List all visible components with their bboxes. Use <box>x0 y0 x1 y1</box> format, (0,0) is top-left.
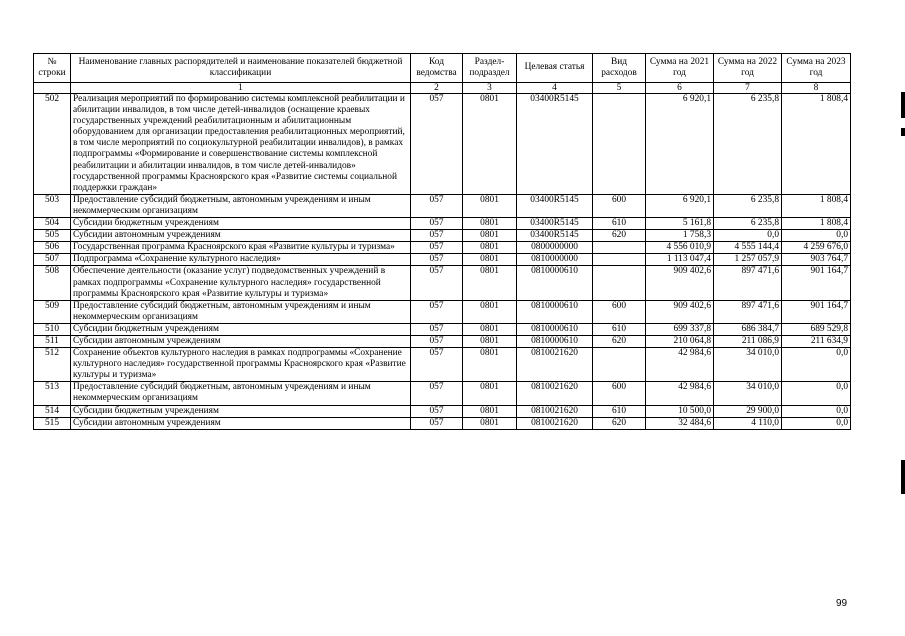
row-sum-2021: 42 984,6 <box>646 348 714 382</box>
row-expense-type <box>593 94 646 195</box>
table-row <box>34 417 851 429</box>
row-sum-2022: 897 471,6 <box>714 266 782 300</box>
row-sum-2023: 901 164,7 <box>782 266 851 300</box>
row-expense-type: 610 <box>593 405 646 417</box>
row-target-article: 0810021620 <box>517 348 593 382</box>
row-sum-2022: 6 235,8 <box>714 218 782 230</box>
row-name: Субсидии автономным учреждениям <box>71 417 411 429</box>
table-row <box>34 254 851 266</box>
header-expense-type: Вид расходов <box>593 54 646 83</box>
header-sum-2022: Сумма на 2022 год <box>714 54 782 83</box>
row-name: Субсидии бюджетным учреждениям <box>71 218 411 230</box>
row-expense-type: 600 <box>593 382 646 405</box>
row-sum-2023: 4 259 676,0 <box>782 242 851 254</box>
row-sum-2021: 909 402,6 <box>646 300 714 323</box>
row-target-article: 0810021620 <box>517 405 593 417</box>
row-number: 511 <box>34 335 71 347</box>
row-section: 0801 <box>463 417 517 429</box>
row-sum-2021: 1 758,3 <box>646 230 714 242</box>
row-sum-2023: 211 634,9 <box>782 335 851 347</box>
row-sum-2023: 0,0 <box>782 230 851 242</box>
row-section: 0801 <box>463 300 517 323</box>
table-row <box>34 194 851 217</box>
row-name: Субсидии бюджетным учреждениям <box>71 405 411 417</box>
row-target-article: 0810000610 <box>517 300 593 323</box>
row-sum-2023: 1 808,4 <box>782 194 851 217</box>
row-section: 0801 <box>463 266 517 300</box>
header-target-article: Целевая статья <box>517 54 593 83</box>
column-number: 8 <box>782 83 851 94</box>
column-number: 5 <box>593 83 646 94</box>
row-name: Субсидии автономным учреждениям <box>71 230 411 242</box>
row-dept-code: 057 <box>411 266 463 300</box>
row-expense-type <box>593 242 646 254</box>
row-expense-type <box>593 348 646 382</box>
row-dept-code: 057 <box>411 348 463 382</box>
row-dept-code: 057 <box>411 94 463 195</box>
row-sum-2023: 0,0 <box>782 348 851 382</box>
row-sum-2022: 211 086,9 <box>714 335 782 347</box>
row-dept-code: 057 <box>411 405 463 417</box>
row-dept-code: 057 <box>411 230 463 242</box>
row-sum-2023: 689 529,8 <box>782 323 851 335</box>
row-sum-2023: 1 808,4 <box>782 94 851 195</box>
table-row <box>34 323 851 335</box>
row-number: 502 <box>34 94 71 195</box>
row-expense-type: 610 <box>593 218 646 230</box>
row-section: 0801 <box>463 348 517 382</box>
column-number: 3 <box>463 83 517 94</box>
row-name: Государственная программа Красноярского края «Развитие культуры и туризма» <box>71 242 411 254</box>
header-row-number: № строки <box>34 54 71 83</box>
row-dept-code: 057 <box>411 218 463 230</box>
table-row <box>34 242 851 254</box>
row-dept-code: 057 <box>411 417 463 429</box>
row-name: Подпрограмма «Сохранение культурного наследия» <box>71 254 411 266</box>
row-expense-type: 620 <box>593 417 646 429</box>
row-sum-2022: 897 471,6 <box>714 300 782 323</box>
row-target-article: 03400R5145 <box>517 94 593 195</box>
row-section: 0801 <box>463 230 517 242</box>
scan-edge-mark <box>901 92 905 118</box>
row-number: 515 <box>34 417 71 429</box>
row-target-article: 03400R5145 <box>517 230 593 242</box>
row-number: 514 <box>34 405 71 417</box>
row-sum-2022: 29 900,0 <box>714 405 782 417</box>
row-expense-type: 620 <box>593 230 646 242</box>
row-sum-2021: 6 920,1 <box>646 194 714 217</box>
row-expense-type: 620 <box>593 335 646 347</box>
row-sum-2022: 6 235,8 <box>714 94 782 195</box>
row-number: 507 <box>34 254 71 266</box>
row-dept-code: 057 <box>411 194 463 217</box>
row-name: Сохранение объектов культурного наследия в рамках подпрограммы «Сохранение культурного наследия» государственной программы Красноярского края «Развитие культуры и туризма» <box>71 348 411 382</box>
row-section: 0801 <box>463 218 517 230</box>
row-sum-2022: 4 555 144,4 <box>714 242 782 254</box>
row-name: Предоставление субсидий бюджетным, автономным учреждениям и иным некоммерческим организациям <box>71 300 411 323</box>
column-number <box>34 83 71 94</box>
row-number: 510 <box>34 323 71 335</box>
scan-edge-mark <box>901 460 905 494</box>
row-sum-2023: 903 764,7 <box>782 254 851 266</box>
row-section: 0801 <box>463 335 517 347</box>
header-sum-2023: Сумма на 2023 год <box>782 54 851 83</box>
row-sum-2021: 10 500,0 <box>646 405 714 417</box>
row-sum-2023: 0,0 <box>782 382 851 405</box>
header-row <box>34 54 851 83</box>
row-sum-2021: 4 556 010,9 <box>646 242 714 254</box>
row-expense-type: 600 <box>593 194 646 217</box>
header-dept-code: Код ведомства <box>411 54 463 83</box>
row-name: Субсидии автономным учреждениям <box>71 335 411 347</box>
row-target-article: 0810000610 <box>517 335 593 347</box>
row-target-article: 03400R5145 <box>517 194 593 217</box>
row-name: Предоставление субсидий бюджетным, автономным учреждениям и иным некоммерческим организациям <box>71 382 411 405</box>
row-sum-2021: 909 402,6 <box>646 266 714 300</box>
header-section: Раздел-подраздел <box>463 54 517 83</box>
row-section: 0801 <box>463 382 517 405</box>
column-number: 1 <box>71 83 411 94</box>
row-expense-type <box>593 266 646 300</box>
row-number: 512 <box>34 348 71 382</box>
row-dept-code: 057 <box>411 323 463 335</box>
row-expense-type <box>593 254 646 266</box>
row-dept-code: 057 <box>411 382 463 405</box>
row-name: Обеспечение деятельности (оказание услуг) подведомственных учреждений в рамках подпрограммы «Сохранение культурного наследия» государственной программы Красноярского края «Развитие культуры и туризма» <box>71 266 411 300</box>
column-number: 7 <box>714 83 782 94</box>
row-target-article: 0810000610 <box>517 323 593 335</box>
row-dept-code: 057 <box>411 254 463 266</box>
scan-edge-mark <box>901 128 905 136</box>
header-name: Наименование главных распорядителей и наименование показателей бюджетной классификации <box>71 54 411 83</box>
row-sum-2023: 0,0 <box>782 405 851 417</box>
row-target-article: 0810000610 <box>517 266 593 300</box>
row-target-article: 0810000000 <box>517 254 593 266</box>
header-sum-2021: Сумма на 2021 год <box>646 54 714 83</box>
column-number: 6 <box>646 83 714 94</box>
row-expense-type: 600 <box>593 300 646 323</box>
row-name: Предоставление субсидий бюджетным, автономным учреждениям и иным некоммерческим организациям <box>71 194 411 217</box>
row-number: 513 <box>34 382 71 405</box>
row-sum-2022: 0,0 <box>714 230 782 242</box>
row-expense-type: 610 <box>593 323 646 335</box>
table-row <box>34 348 851 382</box>
budget-table <box>33 53 851 430</box>
row-target-article: 03400R5145 <box>517 218 593 230</box>
row-number: 505 <box>34 230 71 242</box>
table-row <box>34 94 851 195</box>
row-section: 0801 <box>463 194 517 217</box>
row-sum-2021: 42 984,6 <box>646 382 714 405</box>
row-sum-2021: 6 920,1 <box>646 94 714 195</box>
row-sum-2023: 1 808,4 <box>782 218 851 230</box>
row-number: 504 <box>34 218 71 230</box>
table-row <box>34 335 851 347</box>
row-sum-2022: 34 010,0 <box>714 382 782 405</box>
page-number: 99 <box>836 598 848 609</box>
row-number: 503 <box>34 194 71 217</box>
row-sum-2023: 0,0 <box>782 417 851 429</box>
row-sum-2022: 1 257 057,9 <box>714 254 782 266</box>
row-sum-2023: 901 164,7 <box>782 300 851 323</box>
row-sum-2021: 210 064,8 <box>646 335 714 347</box>
table-row <box>34 230 851 242</box>
row-target-article: 0810021620 <box>517 382 593 405</box>
row-section: 0801 <box>463 323 517 335</box>
row-sum-2022: 34 010,0 <box>714 348 782 382</box>
row-sum-2022: 6 235,8 <box>714 194 782 217</box>
row-dept-code: 057 <box>411 242 463 254</box>
row-sum-2021: 699 337,8 <box>646 323 714 335</box>
row-name: Субсидии бюджетным учреждениям <box>71 323 411 335</box>
column-number: 4 <box>517 83 593 94</box>
row-section: 0801 <box>463 405 517 417</box>
row-number: 506 <box>34 242 71 254</box>
table-row <box>34 266 851 300</box>
row-dept-code: 057 <box>411 300 463 323</box>
row-target-article: 0810021620 <box>517 417 593 429</box>
table-row <box>34 405 851 417</box>
row-section: 0801 <box>463 242 517 254</box>
row-number: 508 <box>34 266 71 300</box>
row-number: 509 <box>34 300 71 323</box>
row-section: 0801 <box>463 254 517 266</box>
column-number-row <box>34 83 851 94</box>
column-number: 2 <box>411 83 463 94</box>
table-row <box>34 300 851 323</box>
row-sum-2021: 1 113 047,4 <box>646 254 714 266</box>
row-dept-code: 057 <box>411 335 463 347</box>
row-section: 0801 <box>463 94 517 195</box>
row-sum-2022: 4 110,0 <box>714 417 782 429</box>
row-target-article: 0800000000 <box>517 242 593 254</box>
table-row <box>34 218 851 230</box>
table-row <box>34 382 851 405</box>
row-name: Реализация мероприятий по формированию системы комплексной реабилитации и абилитации инвалидов, в том числе детей-инвалидов (оснащение краевых государственных учреждений реабилитационным и абилитационным оборудованием для организации предоставления реабилитационных мероприятий, в том числе мероприятий по социокультурной реабилитации инвалидов), в рамках подпрограммы «Формирование и совершенствование системы комплексной реабилитации и абилитации инвалидов, в том числе детей-инвалидов» государственной программы Красноярского края «Развитие системы социальной поддержки граждан» <box>71 94 411 195</box>
row-sum-2022: 686 384,7 <box>714 323 782 335</box>
row-sum-2021: 5 161,8 <box>646 218 714 230</box>
row-sum-2021: 32 484,6 <box>646 417 714 429</box>
